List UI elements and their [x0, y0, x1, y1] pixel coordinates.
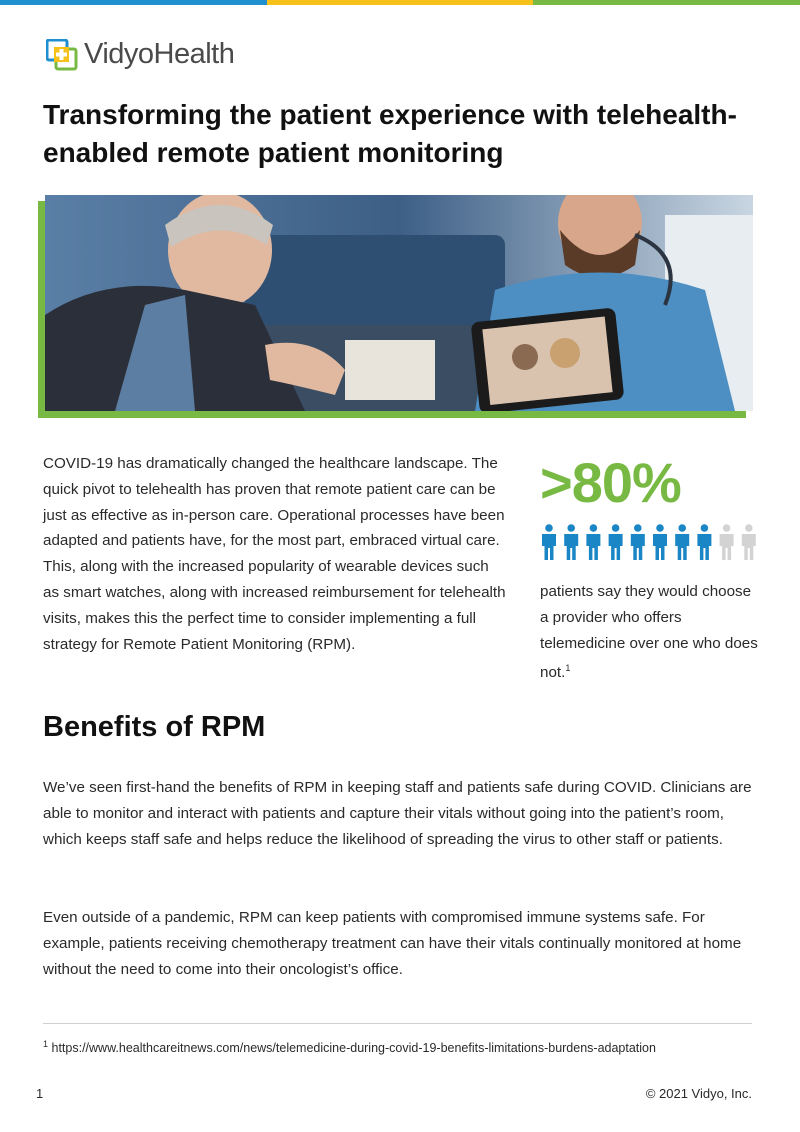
footnote-divider [43, 1023, 752, 1024]
doctor-tablet-photo [45, 195, 753, 411]
footnote [43, 1039, 656, 1055]
benefits-paragraph-1: We’ve seen first-hand the benefits of RPM in keeping staff and patients safe during COVID. Clinicians are able to monitor and interact with patients and capture their vitals without going into the patient’s room, which keeps staff safe and helps reduce the likelihood of spreading the virus to other staff or patients. [43, 779, 752, 848]
person-icon [653, 524, 667, 560]
footnote-number: 1 [43, 1039, 49, 1049]
person-icon [675, 524, 689, 560]
top-bar-green [533, 0, 800, 5]
benefits-heading: Benefits of RPM [43, 711, 266, 743]
stat-percentage: >80% [540, 451, 681, 514]
person-icon [742, 524, 756, 560]
stat-caption: patients say they would choose a provider who offers telemedicine over one who does not.$^1$ [540, 583, 758, 682]
top-bar-blue [0, 0, 267, 5]
person-icon [631, 524, 645, 560]
top-bar-yellow [267, 0, 534, 5]
person-icon [697, 524, 711, 560]
person-icon [586, 524, 600, 560]
hero-photo-frame [38, 201, 746, 418]
stat-footnote-ref: 1 [565, 663, 571, 674]
page-number: 1 [36, 1086, 44, 1101]
vidyohealth-logo-icon [46, 39, 78, 71]
brand-name: VidyoHealth [84, 38, 235, 70]
intro-paragraph: COVID-19 has dramatically changed the healthcare landscape. The quick pivot to telehealth has proven that remote patient care can be just as effective as in-person care. Operational processes have been adapted and patients have, for the most part, embraced virtual care. This, along with the increased popularity of wearable devices such as smart watches, along with increased reimbursement for telehealth visits, makes this the perfect time to consider implementing a full strategy for Remote Patient Monitoring (RPM). [43, 455, 506, 653]
copyright: © 2021 Vidyo, Inc. [645, 1086, 752, 1101]
person-icon [564, 524, 578, 560]
top-color-bar [0, 0, 800, 5]
person-icon [609, 524, 623, 560]
people-pictogram [540, 524, 762, 562]
footnote-link[interactable]: https://www.healthcareitnews.com/news/telemedicine-during-covid-19-benefits-limitations-burdens-adaptation [51, 1041, 656, 1056]
benefits-paragraph-2: Even outside of a pandemic, RPM can keep patients with compromised immune systems safe. For example, patients receiving chemotherapy treatment can have their vitals continually monitored at home without the need to come into their oncologist’s office. [43, 909, 742, 978]
page-title: Transforming the patient experience with telehealth-enabled remote patient monitoring [43, 99, 737, 168]
person-icon [542, 524, 556, 560]
brand-logo [46, 38, 234, 71]
person-icon [720, 524, 734, 560]
